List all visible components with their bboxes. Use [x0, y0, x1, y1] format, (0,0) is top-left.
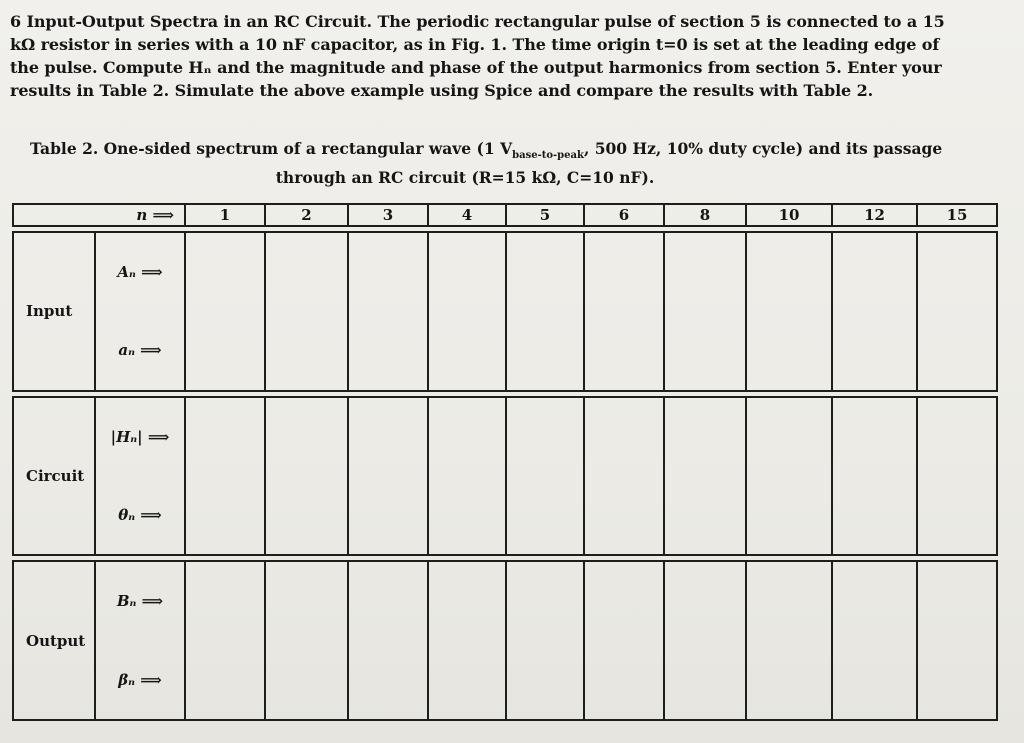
entry-cell[interactable]: [917, 561, 997, 720]
problem-statement: [10, 10, 970, 102]
entry-cell[interactable]: [428, 561, 506, 720]
col-header: 8: [664, 204, 746, 226]
row-label-an: aₙ ⟹: [118, 341, 162, 360]
entry-cell[interactable]: [265, 561, 348, 720]
entry-cell[interactable]: [584, 561, 664, 720]
entry-cell[interactable]: [185, 397, 265, 556]
caption-subscript: base-to-peak: [512, 150, 584, 162]
n-header-label: n ⟹: [13, 204, 185, 226]
group-output: [13, 561, 997, 720]
col-header: 15: [917, 204, 997, 226]
entry-cell[interactable]: [265, 397, 348, 556]
entry-cell[interactable]: [664, 561, 746, 720]
entry-cell[interactable]: [428, 232, 506, 391]
entry-cell[interactable]: [185, 232, 265, 391]
entry-cell[interactable]: [348, 561, 428, 720]
entry-cell[interactable]: [832, 232, 917, 391]
entry-cell[interactable]: [746, 397, 832, 556]
entry-cell[interactable]: [348, 232, 428, 391]
entry-cell[interactable]: [506, 397, 584, 556]
entry-cell[interactable]: [506, 561, 584, 720]
col-header: 5: [506, 204, 584, 226]
caption-line-1: [30, 138, 960, 167]
row-label-beta: βₙ ⟹: [118, 670, 162, 689]
problem-title: 6 Input-Output Spectra in an RC Circuit.: [10, 12, 372, 31]
row-label-Hn: |Hₙ| ⟹: [110, 427, 170, 446]
group-label-input: Input: [13, 232, 95, 391]
group-input: [13, 232, 997, 391]
row-label-Bn: Bₙ ⟹: [116, 592, 164, 611]
col-header: 10: [746, 204, 832, 226]
entry-cell[interactable]: [917, 397, 997, 556]
problem-body: The periodic rectangular pulse of section 5 is connected to a 15 kΩ resistor in series with a 10 nF capacitor, as in Fig. 1. The time origin t=0 is set at the leading edge of the pulse. Compute Hₙ and the magnitude and phase of the output harmonics from section 5. Enter your results in Table 2. Simulate the above example using Spice and compare the results with Table 2.: [10, 12, 945, 100]
col-header: 3: [348, 204, 428, 226]
entry-cell[interactable]: [584, 397, 664, 556]
caption-line-1-post: , 500 Hz, 10% duty cycle) and its passage: [583, 139, 943, 158]
entry-cell[interactable]: [185, 561, 265, 720]
group-circuit: [13, 397, 997, 556]
group-label-output: Output: [13, 561, 95, 720]
caption-line-2: through an RC circuit (R=15 kΩ, C=10 nF).: [275, 168, 655, 188]
table-caption: [30, 138, 960, 189]
entry-cell[interactable]: [746, 561, 832, 720]
entry-cell[interactable]: [664, 232, 746, 391]
col-header: 6: [584, 204, 664, 226]
entry-cell[interactable]: [584, 232, 664, 391]
row-label-theta: θₙ ⟹: [118, 506, 162, 525]
entry-cell[interactable]: [348, 397, 428, 556]
entry-cell[interactable]: [917, 232, 997, 391]
group-label-circuit: Circuit: [13, 397, 95, 556]
entry-cell[interactable]: [832, 397, 917, 556]
entry-cell[interactable]: [664, 397, 746, 556]
entry-cell[interactable]: [832, 561, 917, 720]
entry-cell[interactable]: [428, 397, 506, 556]
spectrum-table: [12, 203, 998, 721]
entry-cell[interactable]: [265, 232, 348, 391]
entry-cell[interactable]: [506, 232, 584, 391]
header-row: [13, 204, 997, 226]
row-label-An: Aₙ ⟹: [117, 263, 163, 282]
entry-cell[interactable]: [746, 232, 832, 391]
caption-line-1-pre: Table 2. One-sided spectrum of a rectangular wave (1 V: [30, 139, 513, 158]
col-header: 4: [428, 204, 506, 226]
col-header: 1: [185, 204, 265, 226]
col-header: 12: [832, 204, 917, 226]
col-header: 2: [265, 204, 348, 226]
